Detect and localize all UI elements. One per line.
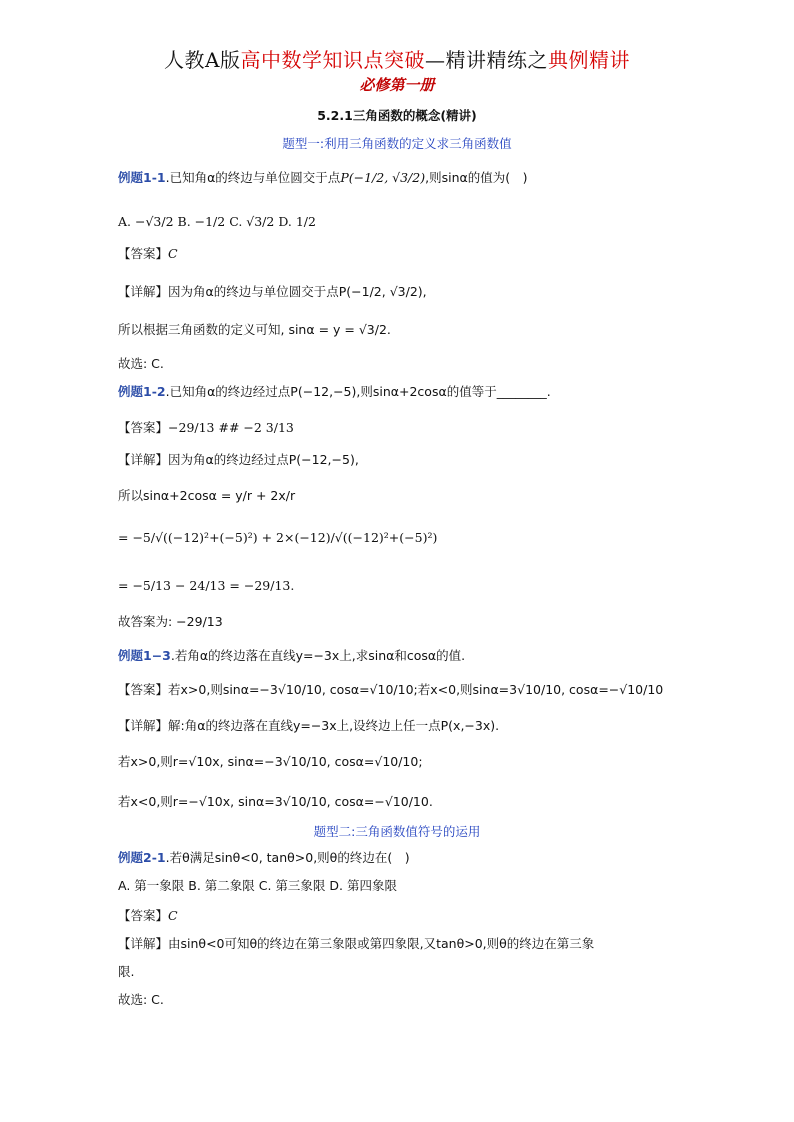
point-expression: P(−1/2, √3/2) (340, 170, 426, 185)
document-title (0, 44, 794, 73)
example-1-1-detail-3: 故选: C. (118, 356, 164, 371)
question-text: .若角α的终边落在直线y=−3x上,求sinα和cosα的值. (170, 648, 466, 663)
example-1-2-answer (118, 418, 294, 438)
title-part3: —精讲精练之 (424, 48, 548, 72)
example-label: 例题1-1 (118, 170, 166, 185)
example-1-2-detail-1 (118, 450, 359, 470)
example-1-1-detail-2: 所以根据三角函数的定义可知, sinα = y = √3/2. (118, 322, 391, 337)
detail-text: 由sinθ<0可知θ的终边在第三象限或第四象限,又tanθ>0,则θ的终边在第三象 (168, 936, 595, 951)
example-1-2-question (118, 382, 551, 402)
answer-value: 若x>0,则sinα=−3√10/10, cosα=√10/10;若x<0,则sinα=3√10/10, cosα=−√10/10 (168, 682, 664, 697)
section-heading: 5.2.1三角函数的概念(精讲) (317, 108, 477, 123)
answer-label: 【答案】 (118, 246, 169, 261)
detail-label: 【详解】 (118, 284, 169, 299)
topic-heading-1: 题型一:利用三角函数的定义求三角函数值 (282, 136, 512, 151)
example-1-3-question (118, 646, 465, 666)
example-1-1-detail-1 (118, 282, 427, 302)
detail-text: 因为角α的终边经过点P(−12,−5), (168, 452, 359, 467)
answer-label: 【答案】 (118, 682, 169, 697)
example-1-2-detail-2: 所以sinα+2cosα = y/r + 2x/r (118, 488, 296, 503)
detail-text: 因为角α的终边与单位圆交于点P(−1/2, √3/2), (168, 284, 427, 299)
answer-value: C (168, 246, 178, 261)
example-2-1-options: A. 第一象限 B. 第二象限 C. 第三象限 D. 第四象限 (118, 878, 397, 893)
example-1-2-detail-5: 故答案为: −29/13 (118, 614, 223, 629)
example-1-2-detail-3: = −5/√((−12)²+(−5)²) + 2×(−12)/√((−12)²+(−5)²) (118, 530, 438, 545)
detail-label: 【详解】 (118, 936, 169, 951)
example-2-1-detail-2: 限. (118, 964, 135, 979)
example-1-1-options: A. −√3/2 B. −1/2 C. √3/2 D. 1/2 (118, 214, 316, 229)
example-2-1-question (118, 848, 410, 868)
example-label: 例题2-1 (118, 850, 166, 865)
title-part1: 人教A版 (164, 48, 241, 72)
question-tail: ,则sinα的值为( ) (425, 170, 528, 185)
example-1-3-detail-1 (118, 716, 499, 736)
document-subtitle: 必修第一册 (359, 76, 435, 94)
answer-label: 【答案】 (118, 420, 169, 435)
example-2-1-answer (118, 906, 178, 926)
detail-label: 【详解】 (118, 452, 169, 467)
answer-value: −29/13 ## −2 3/13 (168, 420, 294, 435)
example-2-1-detail-3: 故选: C. (118, 992, 164, 1007)
title-part2: 高中数学知识点突破 (240, 48, 425, 72)
detail-text: 解:角α的终边落在直线y=−3x上,设终边上任一点P(x,−3x). (168, 718, 500, 733)
answer-value: C (168, 908, 178, 923)
example-2-1-detail-1 (118, 934, 594, 954)
example-label: 例题1−3 (118, 648, 171, 663)
example-1-1-question (118, 168, 527, 188)
example-1-3-answer (118, 680, 663, 700)
example-1-3-detail-2: 若x>0,则r=√10x, sinα=−3√10/10, cosα=√10/10; (118, 754, 423, 769)
example-1-2-detail-4: = −5/13 − 24/13 = −29/13. (118, 578, 295, 593)
example-1-3-detail-3: 若x<0,则r=−√10x, sinα=3√10/10, cosα=−√10/10. (118, 794, 433, 809)
question-text: .若θ满足sinθ<0, tanθ>0,则θ的终边在( ) (165, 850, 410, 865)
example-1-1-answer (118, 244, 178, 264)
question-text: .已知角α的终边经过点P(−12,−5),则sinα+2cosα的值等于________. (165, 384, 551, 399)
question-text: .已知角α的终边与单位圆交于点 (165, 170, 341, 185)
example-label: 例题1-2 (118, 384, 166, 399)
topic-heading-2: 题型二:三角函数值符号的运用 (313, 824, 481, 839)
detail-label: 【详解】 (118, 718, 169, 733)
title-part4: 典例精讲 (547, 48, 630, 72)
answer-label: 【答案】 (118, 908, 169, 923)
